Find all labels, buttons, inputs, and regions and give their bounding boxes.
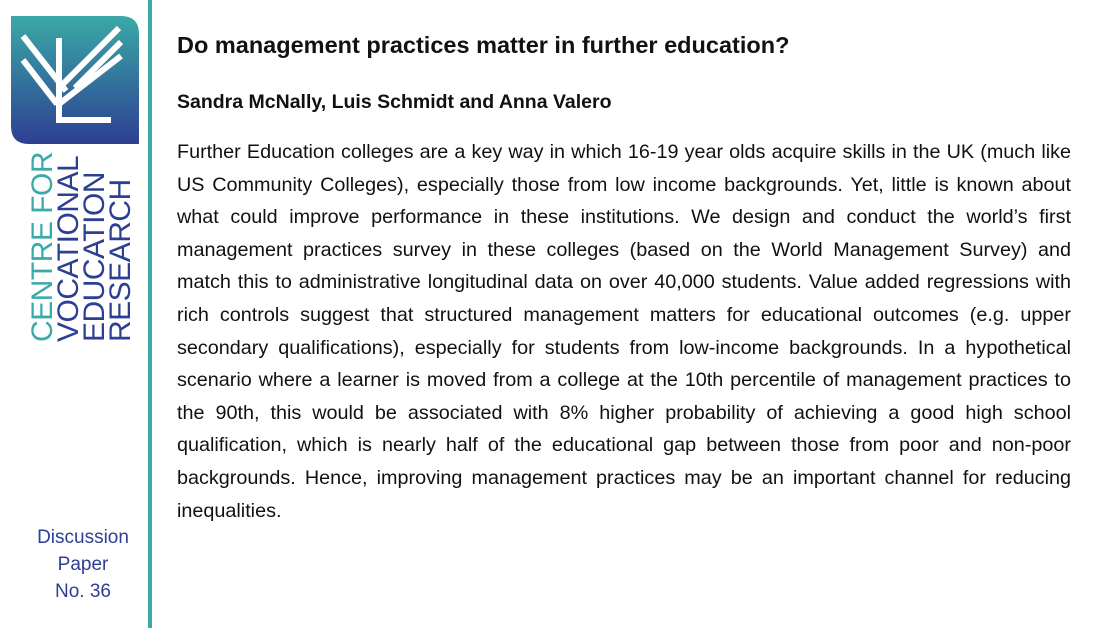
- paper-label-line-2: Paper: [57, 554, 109, 575]
- sidebar: [0, 0, 150, 628]
- org-name-line-3: EDUCATION: [78, 172, 111, 342]
- paper-abstract: Further Education colleges are a key way in which 16-19 year olds acquire skills in the UK (much like US Community Colleges), especially those from low income backgrounds. Yet, little is known about what could improve performance in these institutions. We design and conduct the world’s first management practices survey in these colleges (based on the World Management Survey) and match this to administrative longitudinal data on over 40,000 students. Value added regressions with rich controls suggest that structured management matters for educational outcomes (e.g. upper secondary qualifications), especially for students from low-income backgrounds. In a hypothetical scenario where a learner is moved from a college at the 10th percentile of management practices to the 90th, this would be associated with 8% higher probability of achieving a good high school qualification, which is nearly half of the educational gap between those from poor and non-poor backgrounds. Hence, improving management practices may be an important channel for reducing inequalities.: [177, 141, 1071, 522]
- paper-label-line-3: No. 36: [55, 581, 111, 602]
- paper-title: Do management practices matter in further education?: [177, 32, 790, 58]
- org-name-line-2: VOCATIONAL: [52, 155, 85, 342]
- main-content: [177, 28, 1071, 527]
- organization-name: [26, 152, 137, 342]
- org-name-line-1: CENTRE FOR: [26, 152, 59, 342]
- cver-logo-icon: [11, 16, 139, 144]
- sidebar-divider: [148, 0, 152, 628]
- org-name-line-4: RESEARCH: [104, 179, 137, 342]
- discussion-paper-label: [16, 524, 150, 605]
- paper-label-line-1: Discussion: [37, 527, 129, 548]
- paper-authors: Sandra McNally, Luis Schmidt and Anna Valero: [177, 91, 612, 113]
